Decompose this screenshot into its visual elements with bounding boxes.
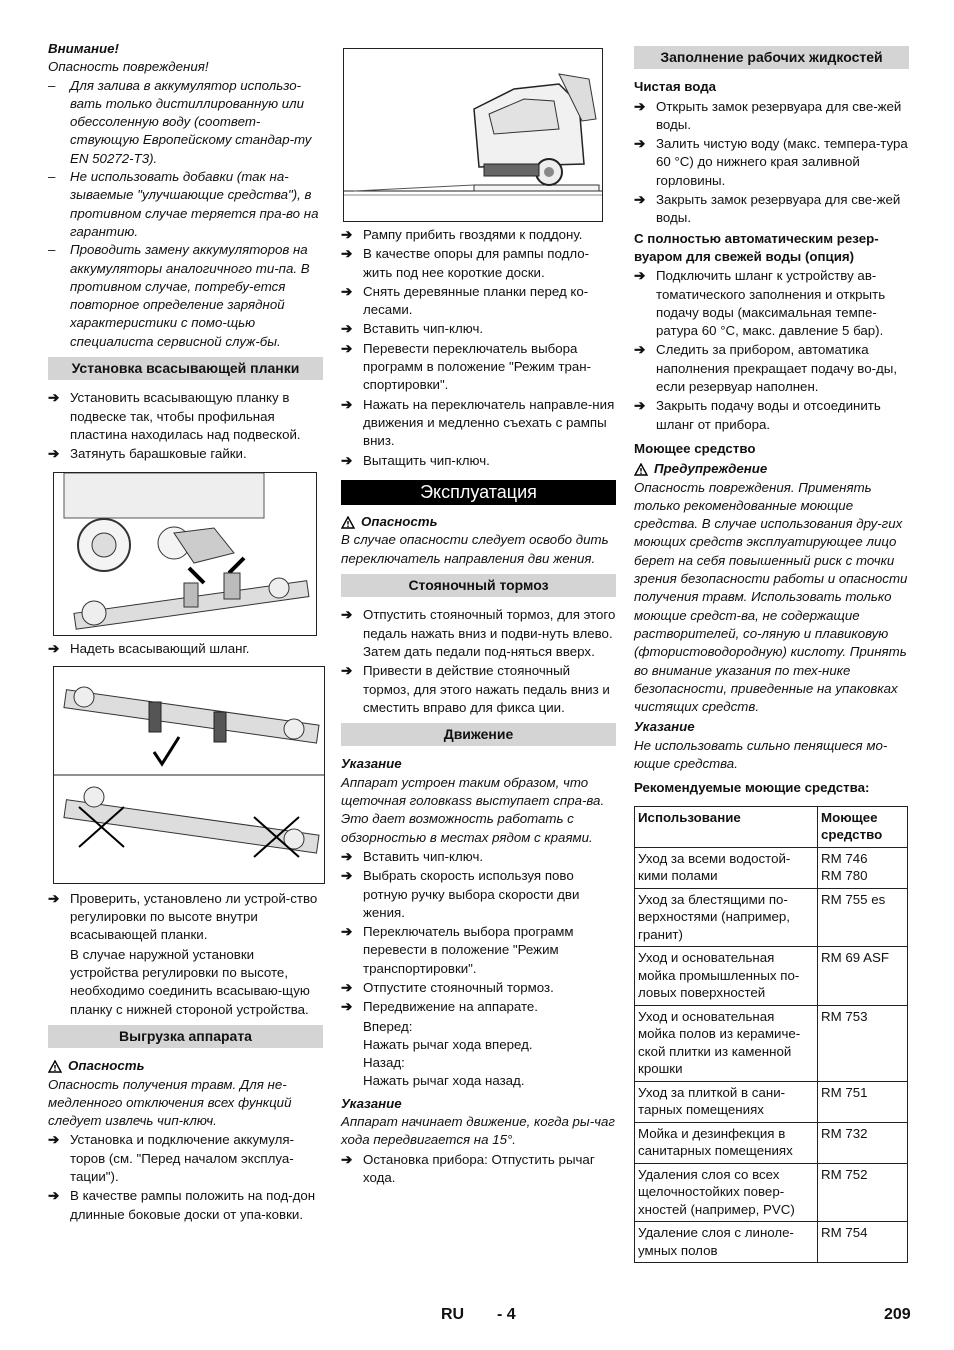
section-heading-drive: Движение — [341, 723, 616, 746]
detergent-cell: RM 755 es — [818, 888, 908, 947]
step-item: ➔ Нажать на переключатель направле-ния движения и медленно съехать с рампы вниз. — [341, 396, 615, 449]
table-row — [635, 1005, 908, 1081]
usage-cell: Удаление слоя с линоле-умных полов — [635, 1222, 818, 1263]
table-header-row — [635, 806, 908, 847]
table-header-cell: Использование — [635, 806, 818, 847]
step-item: ➔ Залить чистую воду (макс. темпера-тура 60 °C) до нижнего края заливной горловины. — [634, 136, 908, 188]
caution-item: – Для залива в аккумулятор использо-вать только дистиллированную или обессоленную воду (соответ-ствующую Европейскому стандар-ту EN 50272-T3). — [48, 77, 312, 166]
step-item: ➔ Отпустите стояночный тормоз. — [341, 979, 554, 995]
warning-triangle-icon — [634, 463, 648, 476]
warning-triangle-icon — [48, 1060, 62, 1073]
back-label: Назад: — [363, 1055, 405, 1071]
step-item: ➔ Вытащить чип-ключ. — [341, 452, 490, 468]
detergent-cell: RM 751 — [818, 1081, 908, 1122]
usage-cell: Мойка и дезинфекция в санитарных помещениях — [635, 1122, 818, 1163]
recommended-title: Рекомендуемые моющие средства: — [634, 780, 870, 796]
caution-subtitle: Опасность повреждения! — [48, 59, 209, 75]
fresh-water-title: Чистая вода — [634, 79, 717, 95]
machine-ramp-illustration — [343, 48, 603, 222]
step-item: ➔ Закрыть подачу воды и отсоединить шланг от прибора. — [634, 398, 881, 432]
table-row — [635, 1163, 908, 1222]
column-middle — [341, 48, 616, 1188]
column-left — [48, 40, 323, 1225]
step-item: ➔ Передвижение на аппарате. — [341, 999, 539, 1015]
step-item: ➔ Выбрать скорость используя пово ротную ручку выбора скорости дви жения. — [341, 868, 580, 920]
step-item: ➔ Затянуть барашковые гайки. — [48, 446, 247, 462]
caution-item: – Проводить замену аккумуляторов на аккумуляторы аналогичного ти-па. В противном случае, потребу-ется повторное определение зарядной характеристики с помо-щью специалиста сервисной служ-бы. — [48, 242, 310, 349]
detergent-cell: RM 752 — [818, 1163, 908, 1222]
caution-title: Внимание! — [48, 41, 119, 56]
table-row — [635, 1222, 908, 1263]
detergent-cell: RM 753 — [818, 1005, 908, 1081]
check-note: В случае наружной установки устройства регулировки по высоте, необходимо соединить всасываю-щую планку с нижней стороной устройства. — [70, 946, 310, 1017]
warning-heading: Предупреждение — [634, 460, 909, 478]
section-heading-brake: Стояночный тормоз — [341, 574, 616, 597]
note-text: Аппарат устроен таким образом, что щеточная головкаss выступает спра-ва. Это дает возможность работать с обзорностью в местах рядом с краями. — [341, 774, 605, 845]
detergent-cell: RM 754 — [818, 1222, 908, 1263]
table-header-cell: Моющее средство — [818, 806, 908, 847]
step-item: ➔ Отпустить стояночный тормоз, для этого педаль нажать вниз и подви-нуть влево. Затем дать педали под-няться вверх. — [341, 607, 616, 659]
step-item: ➔ Переключатель выбора программ перевести в положение "Режим транспортировки". — [341, 924, 574, 976]
step-item: ➔ Следить за прибором, автоматика наполнения прекращает подачу во-ды, если резервуар наполнен. — [634, 342, 898, 395]
step-item: ➔ Установить всасывающую планку в подвеске так, чтобы профильная пластина находилась над подвеской. — [48, 390, 301, 442]
back-text: Нажать рычаг хода назад. — [363, 1073, 525, 1089]
danger-text: В случае опасности следует освобо дить переключатель направления дви жения. — [341, 532, 609, 566]
footer-language: RU — [441, 1306, 465, 1323]
danger-heading: Опасность — [341, 513, 616, 531]
usage-cell: Уход за всеми водостой-кими полами — [635, 847, 818, 888]
note-text: Аппарат начинает движение, когда ры-чаг хода передвигается на 15°. — [341, 1114, 615, 1148]
table-row — [635, 1122, 908, 1163]
step-item: ➔ Закрыть замок резервуара для све-жей воды. — [634, 192, 901, 226]
detergent-title: Моющее средство — [634, 440, 756, 456]
detergent-table — [634, 806, 908, 1264]
step-item: ➔ Перевести переключатель выбора программ в положение "Режим тран-спортировки". — [341, 340, 592, 393]
danger-text: Опасность получения травм. Для не-медленного отключения всех функций следует извлечь чип-ключ. — [48, 1076, 292, 1129]
usage-cell: Уход и основательная мойка полов из керамиче-ской плитки из каменной крошки — [635, 1005, 818, 1081]
column-right — [634, 40, 909, 1263]
danger-heading: Опасность — [48, 1057, 323, 1075]
section-heading-squeegee: Установка всасывающей планки — [48, 357, 323, 380]
squeegee-mount-illustration — [53, 472, 317, 636]
warning-text: Опасность повреждения. Применять только рекомендованные моющие средства. В случае использования дру-гих моющих средств эксплуатирующее лицо берет на себя повышенный риск с точки зрения безопасности работы и опасности получения травм. Использовать только моющие средст-ва, не содержащие растворителей, со-ляную и плавиковую (фтористоводородную) кислоту. Принять во внимание указания по тех-нике безопасности, приведенные на упаковках чистящих средств. — [634, 479, 908, 715]
step-item: ➔ Привести в действие стояночный тормоз, для этого нажать педаль вниз и сместить вправо для фикса ции. — [341, 663, 610, 715]
footer-section: - 4 — [497, 1306, 516, 1323]
step-item: ➔ Установка и подключение аккумуля-торов (см. "Перед началом эксплуа-тации"). — [48, 1132, 295, 1184]
note-text: Не использовать сильно пенящиеся мо-ющие средства. — [634, 737, 888, 771]
usage-cell: Удаления слоя со всех щелочностойких повер-хностей (например, PVC) — [635, 1163, 818, 1222]
section-heading-unload: Выгрузка аппарата — [48, 1025, 323, 1048]
detergent-cell: RM 746 RM 780 — [818, 847, 908, 888]
auto-fill-title: С полностью автоматическим резер-вуаром для свежей воды (опция) — [634, 230, 879, 264]
step-item: ➔ Вставить чип-ключ. — [341, 321, 484, 337]
section-heading-fill: Заполнение рабочих жидкостей — [634, 46, 909, 69]
step-item: ➔ Снять деревянные планки перед ко-лесами. — [341, 283, 589, 318]
step-item: ➔ Вставить чип-ключ. — [341, 848, 484, 864]
note-label: Указание — [634, 719, 695, 735]
section-heading-operation: Эксплуатация — [341, 480, 616, 505]
table-row — [635, 947, 908, 1006]
detergent-cell: RM 732 — [818, 1122, 908, 1163]
forward-text: Нажать рычаг хода вперед. — [363, 1036, 533, 1052]
note-label: Указание — [341, 756, 402, 772]
step-item: ➔ Остановка прибора: Отпустить рычаг хода. — [341, 1151, 595, 1185]
table-row — [635, 888, 908, 947]
detergent-cell: RM 69 ASF — [818, 947, 908, 1006]
step-item: ➔ Рампу прибить гвоздями к поддону. — [341, 227, 583, 242]
step-item: ➔ Подключить шланг к устройству ав-томатического заполнения и открыть подачу воды (максимальная темпе-ратура 60 °C, макс. давление 5 бар). — [634, 268, 886, 339]
forward-label: Вперед: — [363, 1018, 413, 1034]
table-row — [635, 847, 908, 888]
step-item: ➔ Надеть всасывающий шланг. — [48, 640, 250, 656]
step-item: ➔ В качестве рампы положить на под-дон длинные боковые доски от упа-ковки. — [48, 1188, 316, 1222]
page-number: 209 — [884, 1306, 911, 1323]
step-item: ➔ Проверить, установлено ли устрой-ство регулировки по высоте внутри всасывающей планки. — [48, 890, 318, 943]
usage-cell: Уход и основательная мойка промышленных по-ловых поверхностей — [635, 947, 818, 1006]
usage-cell: Уход за блестящими по-верхностями (например, гранит) — [635, 888, 818, 947]
note-label: Указание — [341, 1095, 402, 1111]
warning-triangle-icon — [341, 516, 355, 529]
step-item: ➔ В качестве опоры для рампы подло-жить под нее короткие доски. — [341, 246, 590, 280]
caution-item: – Не использовать добавки (так на-зываемые "улучшающие средства"), в противном случае теряется пра-во на гарантию. — [48, 169, 319, 239]
table-row — [635, 1081, 908, 1122]
step-item: ➔ Открыть замок резервуара для све-жей воды. — [634, 98, 902, 132]
height-adjust-illustration — [53, 666, 325, 884]
usage-cell: Уход за плиткой в сани-тарных помещениях — [635, 1081, 818, 1122]
